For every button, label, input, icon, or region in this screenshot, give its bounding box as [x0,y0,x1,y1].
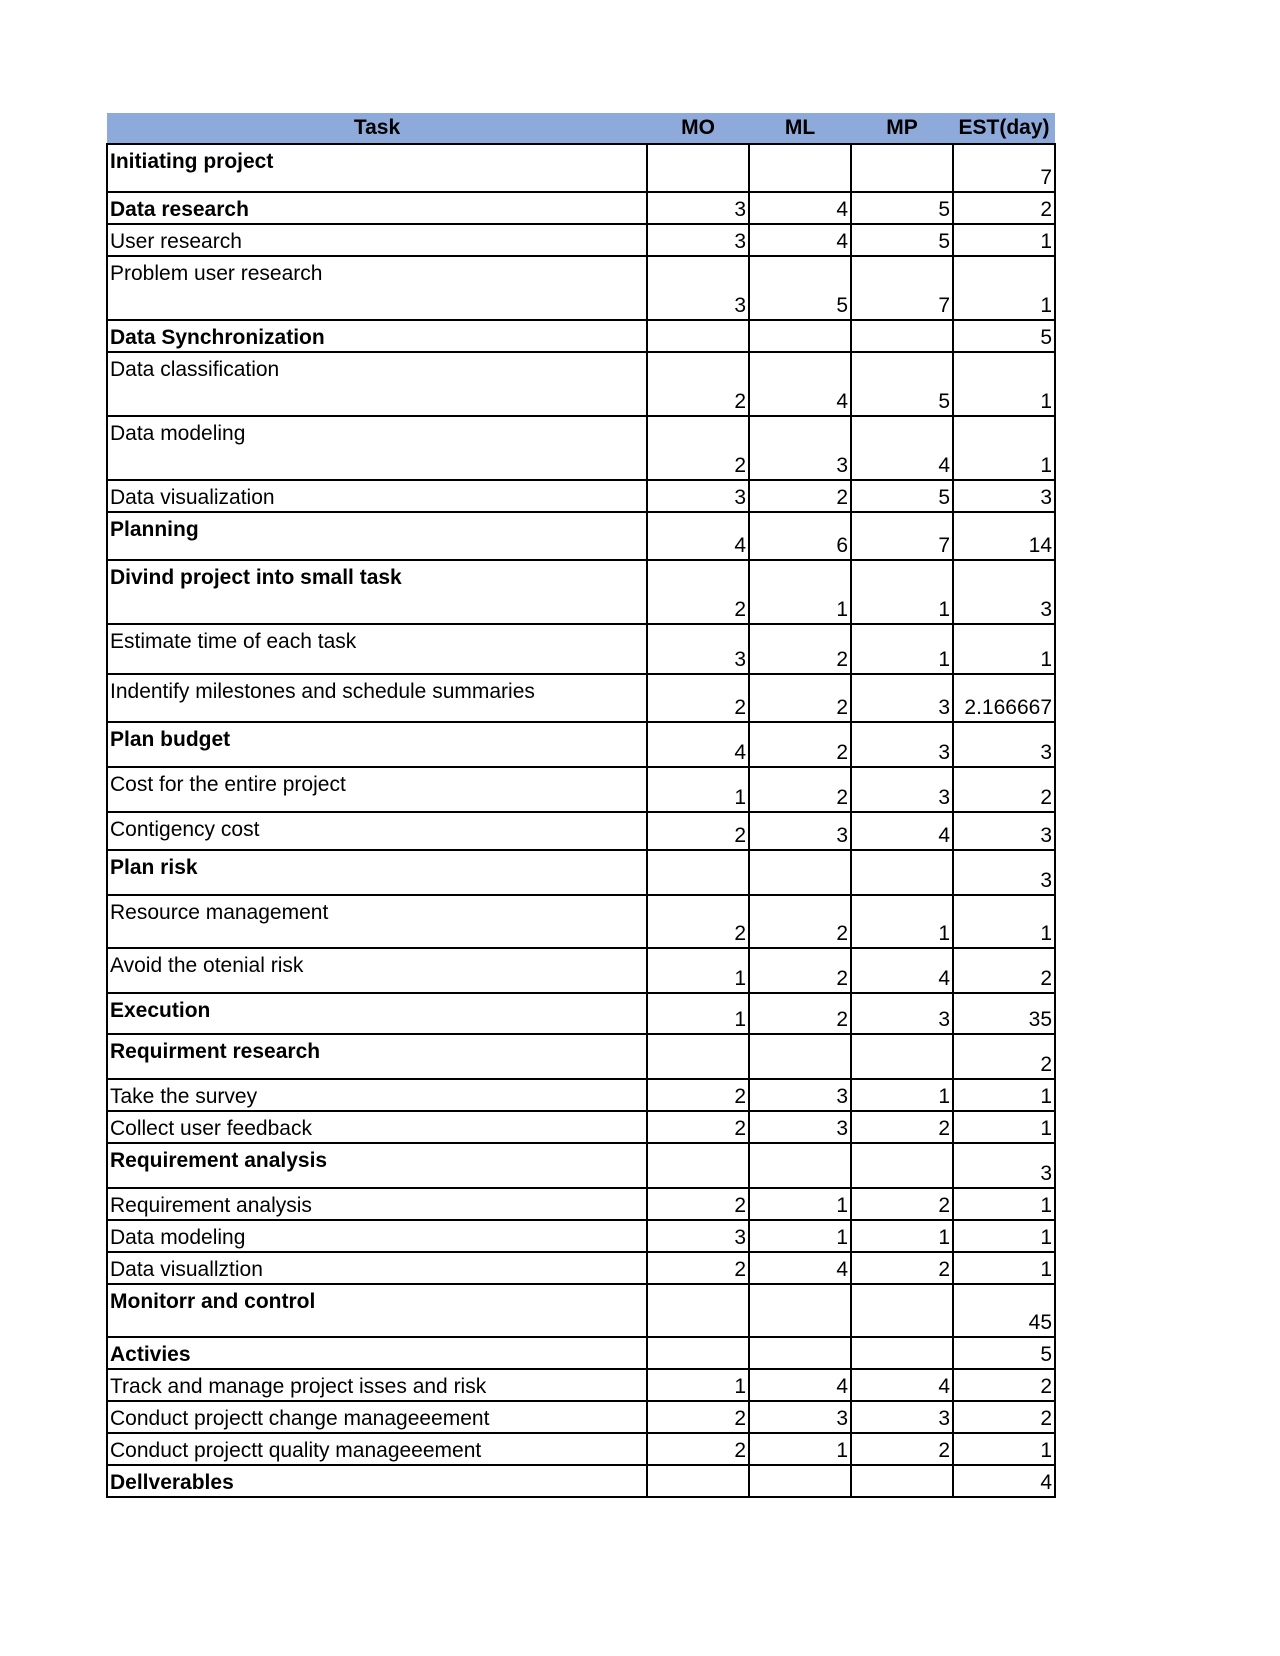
mo-cell[interactable]: 2 [647,895,749,948]
ml-cell[interactable]: 1 [749,1188,851,1220]
ml-cell[interactable]: 5 [749,256,851,320]
table-row [107,256,1055,320]
est-cell[interactable]: 1 [953,1220,1055,1252]
mo-cell[interactable]: 2 [647,352,749,416]
est-cell[interactable]: 3 [953,812,1055,850]
mp-cell[interactable] [851,1143,953,1188]
task-cell[interactable]: Data modeling [107,1220,647,1252]
est-cell[interactable]: 1 [953,224,1055,256]
mp-cell[interactable]: 1 [851,1220,953,1252]
table-row [107,1401,1055,1433]
mp-cell[interactable]: 5 [851,224,953,256]
mo-cell[interactable]: 2 [647,1079,749,1111]
est-cell[interactable]: 5 [953,1337,1055,1369]
task-cell[interactable]: Activies [107,1337,647,1369]
ml-cell[interactable]: 3 [749,1401,851,1433]
est-cell[interactable]: 3 [953,850,1055,895]
est-cell[interactable]: 2 [953,1369,1055,1401]
task-cell[interactable]: Data visuallztion [107,1252,647,1284]
task-cell[interactable]: Divind project into small task [107,560,647,624]
ml-cell[interactable] [749,1284,851,1337]
task-cell[interactable]: Data visualization [107,480,647,512]
ml-cell[interactable]: 4 [749,192,851,224]
task-cell[interactable]: Initiating project [107,144,647,192]
table-row [107,850,1055,895]
est-cell[interactable]: 45 [953,1284,1055,1337]
table-body [107,144,1055,1497]
est-cell[interactable]: 2 [953,1034,1055,1079]
mp-cell[interactable]: 3 [851,674,953,722]
mo-cell[interactable]: 2 [647,1433,749,1465]
est-cell[interactable]: 2 [953,192,1055,224]
mp-cell[interactable]: 7 [851,512,953,560]
ml-cell[interactable]: 4 [749,1369,851,1401]
task-cell[interactable]: Track and manage project isses and risk [107,1369,647,1401]
table-row [107,1284,1055,1337]
task-cell[interactable]: Planning [107,512,647,560]
task-cell[interactable]: Data research [107,192,647,224]
mp-cell[interactable]: 7 [851,256,953,320]
mo-cell[interactable]: 1 [647,993,749,1034]
task-cell[interactable]: Estimate time of each task [107,624,647,674]
mp-cell[interactable]: 1 [851,560,953,624]
table-row [107,767,1055,812]
table-row [107,993,1055,1034]
task-cell[interactable]: Collect user feedback [107,1111,647,1143]
est-cell[interactable]: 1 [953,1079,1055,1111]
ml-cell[interactable]: 3 [749,812,851,850]
mo-cell[interactable] [647,850,749,895]
table-row [107,812,1055,850]
mp-cell[interactable]: 4 [851,948,953,993]
mp-cell[interactable]: 3 [851,722,953,767]
mo-cell[interactable]: 3 [647,1220,749,1252]
task-cell[interactable]: Execution [107,993,647,1034]
ml-cell[interactable]: 2 [749,948,851,993]
ml-cell[interactable] [749,1143,851,1188]
mo-cell[interactable]: 2 [647,1252,749,1284]
mp-cell[interactable]: 3 [851,993,953,1034]
table-row [107,192,1055,224]
mo-cell[interactable]: 3 [647,224,749,256]
mo-cell[interactable]: 2 [647,560,749,624]
mo-cell[interactable] [647,1143,749,1188]
est-cell[interactable]: 5 [953,320,1055,352]
mo-cell[interactable]: 2 [647,1188,749,1220]
table-row [107,1465,1055,1497]
mp-cell[interactable] [851,144,953,192]
ml-cell[interactable] [749,850,851,895]
ml-cell[interactable]: 2 [749,480,851,512]
table-row [107,1433,1055,1465]
table-row [107,1220,1055,1252]
ml-cell[interactable]: 4 [749,352,851,416]
est-cell[interactable]: 1 [953,1188,1055,1220]
mo-cell[interactable]: 2 [647,1111,749,1143]
est-cell[interactable]: 3 [953,480,1055,512]
mo-cell[interactable] [647,1337,749,1369]
mo-cell[interactable]: 3 [647,192,749,224]
mo-cell[interactable] [647,144,749,192]
header-ml[interactable]: ML [749,113,851,144]
task-cell[interactable]: Monitorr and control [107,1284,647,1337]
table-row [107,624,1055,674]
ml-cell[interactable]: 4 [749,1252,851,1284]
est-cell[interactable]: 1 [953,1111,1055,1143]
est-cell[interactable]: 3 [953,1143,1055,1188]
mo-cell[interactable]: 1 [647,767,749,812]
ml-cell[interactable] [749,320,851,352]
task-cell[interactable]: Cost for the entire project [107,767,647,812]
ml-cell[interactable]: 3 [749,1111,851,1143]
header-task[interactable]: Task [107,113,647,144]
table-row [107,1252,1055,1284]
mo-cell[interactable]: 2 [647,1401,749,1433]
table-row [107,1369,1055,1401]
ml-cell[interactable]: 6 [749,512,851,560]
ml-cell[interactable]: 4 [749,224,851,256]
task-cell[interactable]: Problem user research [107,256,647,320]
mo-cell[interactable] [647,1284,749,1337]
mo-cell[interactable]: 1 [647,948,749,993]
mp-cell[interactable]: 2 [851,1188,953,1220]
table-row [107,1188,1055,1220]
est-cell[interactable]: 2 [953,1401,1055,1433]
mp-cell[interactable] [851,1465,953,1497]
mp-cell[interactable]: 1 [851,1079,953,1111]
est-cell[interactable]: 2 [953,948,1055,993]
mo-cell[interactable]: 2 [647,416,749,480]
est-cell[interactable]: 3 [953,560,1055,624]
ml-cell[interactable]: 2 [749,993,851,1034]
estimate-table [106,113,1056,1498]
table-row [107,1079,1055,1111]
task-cell[interactable]: Avoid the otenial risk [107,948,647,993]
header-mo[interactable]: MO [647,113,749,144]
ml-cell[interactable]: 2 [749,895,851,948]
ml-cell[interactable]: 2 [749,624,851,674]
ml-cell[interactable] [749,1465,851,1497]
table-row [107,948,1055,993]
mp-cell[interactable]: 3 [851,767,953,812]
est-cell[interactable]: 1 [953,1433,1055,1465]
ml-cell[interactable]: 2 [749,767,851,812]
mp-cell[interactable]: 2 [851,1433,953,1465]
task-cell[interactable]: Indentify milestones and schedule summaries [107,674,647,722]
est-cell[interactable]: 2 [953,767,1055,812]
ml-cell[interactable]: 1 [749,560,851,624]
mp-cell[interactable] [851,850,953,895]
mo-cell[interactable]: 2 [647,812,749,850]
task-cell[interactable]: Data Synchronization [107,320,647,352]
task-cell[interactable]: Data classification [107,352,647,416]
est-cell[interactable]: 1 [953,256,1055,320]
mp-cell[interactable]: 1 [851,895,953,948]
mo-cell[interactable]: 4 [647,722,749,767]
est-cell[interactable]: 1 [953,416,1055,480]
task-cell[interactable]: Resource management [107,895,647,948]
header-row [107,113,1055,144]
table-row [107,352,1055,416]
mp-cell[interactable] [851,1337,953,1369]
task-cell[interactable]: User research [107,224,647,256]
table-row [107,320,1055,352]
task-cell[interactable]: Requirement analysis [107,1143,647,1188]
est-cell[interactable]: 1 [953,352,1055,416]
est-cell[interactable]: 35 [953,993,1055,1034]
mo-cell[interactable]: 3 [647,624,749,674]
table-row [107,674,1055,722]
task-cell[interactable]: Conduct projectt change manageeement [107,1401,647,1433]
table-row [107,895,1055,948]
mp-cell[interactable]: 4 [851,812,953,850]
table-row [107,416,1055,480]
mp-cell[interactable] [851,1284,953,1337]
mp-cell[interactable] [851,1034,953,1079]
mp-cell[interactable]: 2 [851,1252,953,1284]
header-est[interactable]: EST(day) [953,113,1055,144]
ml-cell[interactable] [749,1337,851,1369]
table-row [107,1337,1055,1369]
task-cell[interactable]: Requirement analysis [107,1188,647,1220]
mo-cell[interactable] [647,1034,749,1079]
header-mp[interactable]: MP [851,113,953,144]
table-row [107,1143,1055,1188]
mp-cell[interactable]: 1 [851,624,953,674]
table-row [107,480,1055,512]
ml-cell[interactable]: 1 [749,1220,851,1252]
mo-cell[interactable]: 3 [647,256,749,320]
est-cell[interactable]: 7 [953,144,1055,192]
ml-cell[interactable] [749,144,851,192]
mo-cell[interactable]: 3 [647,480,749,512]
est-cell[interactable]: 2.166667 [953,674,1055,722]
ml-cell[interactable] [749,1034,851,1079]
mp-cell[interactable]: 5 [851,480,953,512]
mp-cell[interactable]: 3 [851,1401,953,1433]
mp-cell[interactable]: 5 [851,352,953,416]
est-cell[interactable]: 14 [953,512,1055,560]
task-cell[interactable]: Data modeling [107,416,647,480]
table-row [107,722,1055,767]
task-cell[interactable]: Plan budget [107,722,647,767]
table-row [107,224,1055,256]
est-cell[interactable]: 4 [953,1465,1055,1497]
est-cell[interactable]: 3 [953,722,1055,767]
mo-cell[interactable] [647,320,749,352]
table-row [107,1034,1055,1079]
mo-cell[interactable] [647,1465,749,1497]
mp-cell[interactable]: 4 [851,416,953,480]
ml-cell[interactable]: 3 [749,1079,851,1111]
task-cell[interactable]: Plan risk [107,850,647,895]
table-row [107,560,1055,624]
ml-cell[interactable]: 1 [749,1433,851,1465]
mp-cell[interactable]: 2 [851,1111,953,1143]
mp-cell[interactable]: 4 [851,1369,953,1401]
mo-cell[interactable]: 1 [647,1369,749,1401]
mp-cell[interactable] [851,320,953,352]
mo-cell[interactable]: 2 [647,674,749,722]
ml-cell[interactable]: 2 [749,674,851,722]
est-cell[interactable]: 1 [953,624,1055,674]
ml-cell[interactable]: 3 [749,416,851,480]
table-header [107,113,1055,144]
table-row [107,144,1055,192]
est-cell[interactable]: 1 [953,1252,1055,1284]
task-cell[interactable]: Conduct projectt quality manageeement [107,1433,647,1465]
task-cell[interactable]: Dellverables [107,1465,647,1497]
task-cell[interactable]: Contigency cost [107,812,647,850]
task-cell[interactable]: Take the survey [107,1079,647,1111]
mp-cell[interactable]: 5 [851,192,953,224]
mo-cell[interactable]: 4 [647,512,749,560]
task-cell[interactable]: Requirment research [107,1034,647,1079]
table-row [107,1111,1055,1143]
est-cell[interactable]: 1 [953,895,1055,948]
ml-cell[interactable]: 2 [749,722,851,767]
table-row [107,512,1055,560]
